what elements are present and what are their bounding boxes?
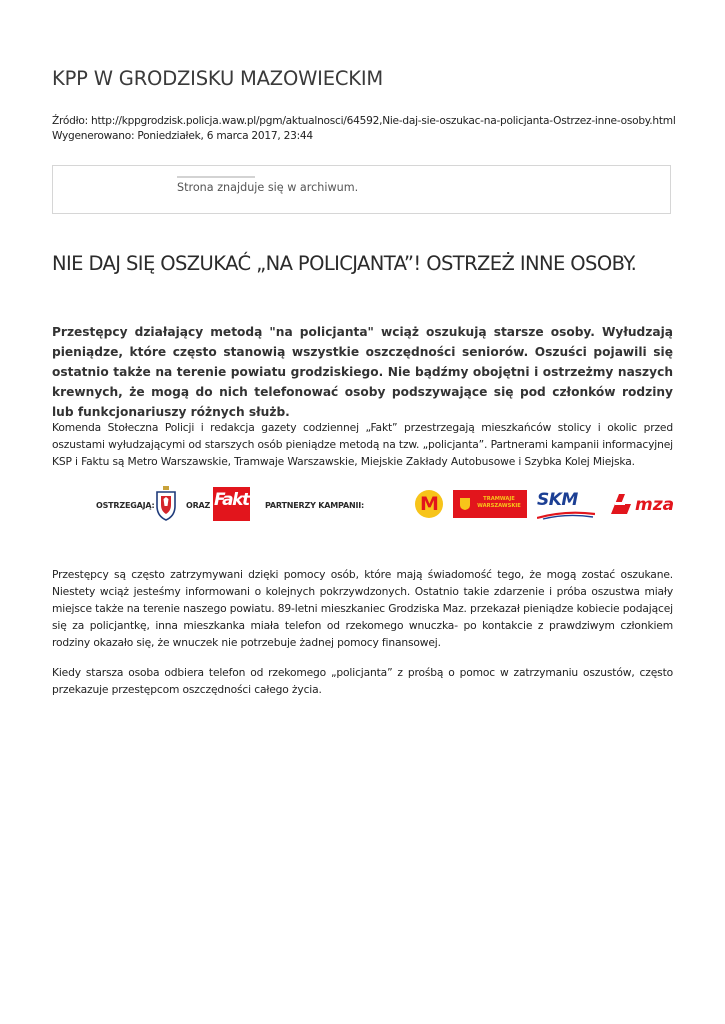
article-title: NIE DAJ SIĘ OSZUKAĆ „NA POLICJANTA”! OSTRZEŻ INNE OSOBY.: [52, 252, 637, 275]
article-paragraph-3: Kiedy starsza osoba odbiera telefon od rzekomego „policjanta” z prośbą o pomoc w zatrzymaniu oszustów, często przekazuje przestępcom oszczędności całego życia.: [52, 666, 673, 696]
document-meta: [52, 114, 676, 144]
fakt-logo-text: Fakt: [214, 490, 249, 510]
skm-logo-text: SKM: [537, 490, 578, 510]
tram-logo-line2: WARSZAWSKIE: [477, 503, 521, 509]
tram-logo-text: [473, 496, 525, 510]
mza-logo-text: mza: [635, 495, 675, 515]
campaign-banner: [92, 484, 682, 526]
metro-logo: [415, 490, 443, 518]
mza-symbol-icon: [607, 492, 635, 518]
police-crest-icon: [154, 486, 178, 522]
article-paragraph-1: Komenda Stołeczna Policji i redakcja gazety codziennej „Fakt” przestrzegają mieszkańców stolicy i okolic przed oszustami wyłudzającymi od starszych osób pieniądze metodą na tzw. „policjanta”. Partnerami kampanii informacyjnej KSP i Faktu są Metro Warszawskie, Tramwaje Warszawskie, Miejskie Zakłady Autobusowe i Szybka Kolej Miejska.: [52, 421, 673, 468]
skm-swoosh-icon: [537, 510, 595, 520]
warn-label: OSTRZEGAJĄ:: [96, 501, 155, 510]
tram-logo: [453, 490, 527, 518]
partners-label: PARTNERZY KAMPANII:: [265, 501, 364, 510]
mza-logo: [607, 489, 683, 521]
source-line: Źródło: http://kppgrodzisk.policja.waw.pl/pgm/aktualnosci/64592,Nie-daj-sie-oszukac-na-policjanta-Ostrzez-inne-osoby.html: [52, 115, 676, 127]
tram-logo-line1: TRAMWAJE: [483, 496, 515, 502]
skm-logo: [535, 488, 597, 522]
tram-crest-icon: [459, 497, 471, 511]
archive-divider: [177, 176, 255, 178]
archive-notice: Strona znajduje się w archiwum.: [177, 181, 359, 194]
fakt-logo: [213, 487, 250, 521]
article-lead: Przestępcy działający metodą "na policjanta" wciąż oszukują starsze osoby. Wyłudzają pieniądze, które często stanowią wszystkie oszczędności seniorów. Oszuści pojawili się ostatnio także na terenie powiatu grodziskiego. Nie bądźmy obojętni i ostrzeżmy naszych krewnych, że mogą do nich telefonować osoby podszywające się pod członków rodziny lub funkcjonariuszy różnych służb.: [52, 325, 673, 419]
article-paragraph-2: Przestępcy są często zatrzymywani dzięki pomocy osób, które mają świadomość tego, że mogą zostać oszukane. Niestety wciąż jesteśmy informowani o kolejnych pokrzywdzonych. Ostatnio takie zdarzenie i próba oszustwa miały miejsce także na terenie naszego powiatu. 89-letni mieszkaniec Grodziska Maz. przekazał pieniądze kobiecie podającej się za policjantkę, inna mieszkanka miała telefon od rzekomego wnuczka- po kontakcie z prawdziwym członkiem rodziny okazało się, że wnuczek nie potrzebuje żadnej pomocy finansowej.: [52, 568, 673, 649]
and-label: ORAZ: [186, 501, 211, 510]
generated-line: Wygenerowano: Poniedziałek, 6 marca 2017, 23:44: [52, 130, 313, 142]
metro-logo-text: M: [420, 493, 439, 515]
archive-notice-box: [52, 165, 671, 214]
site-title: KPP W GRODZISKU MAZOWIECKIM: [52, 67, 384, 90]
